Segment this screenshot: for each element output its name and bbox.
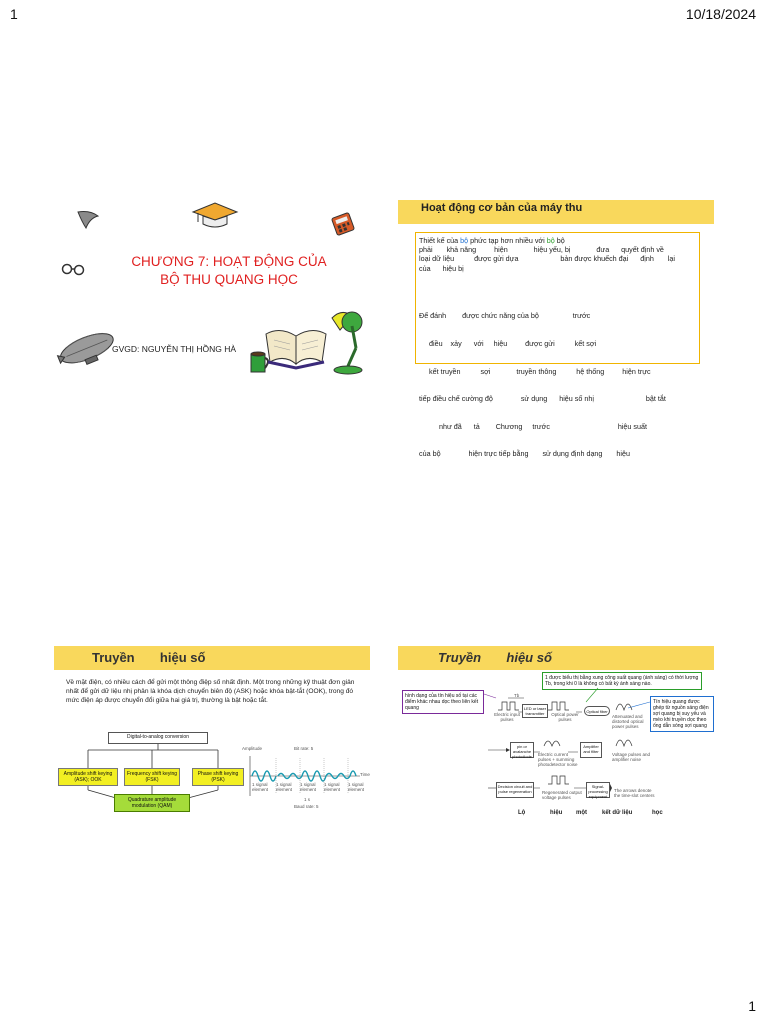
slide-optical-link [398,640,714,820]
boomerang-icon [76,208,102,232]
caption-word: một [576,810,587,816]
desk-lamp-icon [326,308,370,376]
glasses-icon [60,262,86,276]
page-number-bottom: 1 [748,998,756,1014]
seconds-label: 1 s [304,797,311,802]
regenerated-pulses-label: Regenerated output voltage pulses [542,790,582,800]
baud-rate-label: Baud rate: 5 [294,804,319,809]
paragraph-line: của hiệu bị [419,263,464,273]
fsk-box: Frequency shift keying (FSK) [124,768,180,786]
tb-label: Tb [514,693,520,698]
highlight-text: bộ [546,236,555,245]
book-icon [262,322,330,370]
paragraph-line: điều xảy với hiệu được gửi kết sợi [419,339,597,349]
signal-element-label: 1 signal element [252,782,269,792]
photodiode-box: pin or avalanche photodiode [510,742,534,758]
slide-title [54,198,370,378]
text-run: Thiết kế của [419,236,461,245]
signal-element-label: 1 signal element [300,782,317,792]
page-number-top: 1 [10,6,18,22]
qam-box: Quadrature amplitude modulation (QAM) [114,794,190,812]
paragraph-evaluation [419,293,699,477]
ask-box: Amplitude shift keying (ASK); OOK [58,768,118,786]
paragraph-line: kết truyền sợi truyền thông hệ thống hiện trực [419,366,651,376]
optical-fiber-box: Optical fiber [584,706,610,716]
slide-heading: Truyền hiệu số [92,650,206,665]
time-label: Time [360,772,370,777]
paragraph-line [419,236,699,245]
slide-heading: Hoạt động cơ bản của máy thu [421,202,583,214]
callout-pulse-definition: 1 được biểu thị bằng xung công suất quang (ánh sáng) có thời lượng Tb, trong khi 0 là không có bất kỳ ánh sáng nào. [542,672,702,690]
paragraph-design [419,236,699,273]
paragraph-line: loại dữ liệu được gửi dựa bản được khuếch đại định lại [419,254,676,264]
slide-title-line-1: CHƯƠNG 7: HOẠT ĐỘNG CỦA [131,254,327,269]
led-transmitter-box: LED or laser transmitter [523,706,547,716]
optical-power-label: Optical power pulses [551,712,579,722]
decision-circuit-box: Decision circuit and pulse regeneration [496,782,534,798]
graduation-cap-icon [190,200,240,230]
ask-waveform [248,752,370,802]
caption-word: kết dữ liệu [602,810,633,816]
attenuated-pulses-label: Attenuated and distorted optical power pulses [612,714,644,729]
digital-to-analog-box: Digital-to-analog conversion [108,732,208,744]
amplifier-box: Amplifier and filter [580,742,602,758]
page-date: 10/18/2024 [685,6,756,22]
caption-word: hiệu [550,810,563,816]
signal-processing-box: Signal-processing equipment [586,782,610,798]
callout-attenuation: Tín hiệu quang được ghép từ nguồn sáng điện sợi quang bị suy yếu và méo khi truyền dọc theo ống dẫn sóng sợi quang [650,696,714,732]
paragraph-line: tiếp điều chế cường độ sử dụng hiệu số nhị bật tắt [419,394,666,404]
blimp-icon [56,328,120,374]
electric-input-label: Electric input pulses [494,712,520,722]
time-slot-note: The arrows denote the time-slot centers [614,788,655,798]
highlight-text: bộ [460,236,469,245]
body-text: Về mặt điện, có nhiều cách để gửi một thông điệp số nhất định. Một trong những kỹ thuật đơn giản nhất để gửi dữ liệu nhị phân là khóa dịch chuyển biên độ (ASK) hoặc khóa bật-tắt (OOK), trong đó mức điện áp được chuyển đổi giữa hai giá trị, thường là bật hoặc tắt. [66,679,355,704]
caption-word: Lộ [518,810,526,816]
voltage-pulses-label: Voltage pulses and amplifier noise [612,752,651,762]
slide-heading: Truyền hiệu số [438,650,552,665]
calculator-icon [330,212,356,236]
text-run: bộ [554,236,565,245]
slide-title-line-2: BỘ THU QUANG HỌC [160,272,298,287]
text-run: phức tạp hơn nhiều với [468,236,547,245]
callout-signal-shape: hình dạng của tín hiệu số tại các điểm khác nhau dọc theo liên kết quang [402,690,484,714]
current-pulses-label: Electric current pulses + summing photodetector noise [538,752,578,767]
slide-digital-transmission [54,640,370,820]
paragraph-line: phải khả năng hiện hiệu yếu, bị đưa quyết định về [419,245,664,255]
paragraph-line: như đã tả Chương trước hiệu suất [419,421,647,431]
paragraph-line: Để đánh được chức năng của bộ trước [419,311,591,321]
caption-word: học [652,810,663,816]
amplitude-label: Amplitude [242,746,263,751]
slide-receiver-operation [398,198,714,459]
signal-element-label: 1 signal element [348,782,365,792]
psk-box: Phase shift keying (PSK) [192,768,244,786]
paragraph-line: của bộ hiện trực tiếp bằng sử dụng định dạng hiệu [419,449,630,459]
instructor-name: GVGD: NGUYỄN THỊ HỒNG HÀ [112,344,237,354]
signal-element-label: 1 signal element [324,782,341,792]
bit-rate-label: Bit rate: 5 [294,746,314,751]
signal-element-label: 1 signal element [276,782,293,792]
